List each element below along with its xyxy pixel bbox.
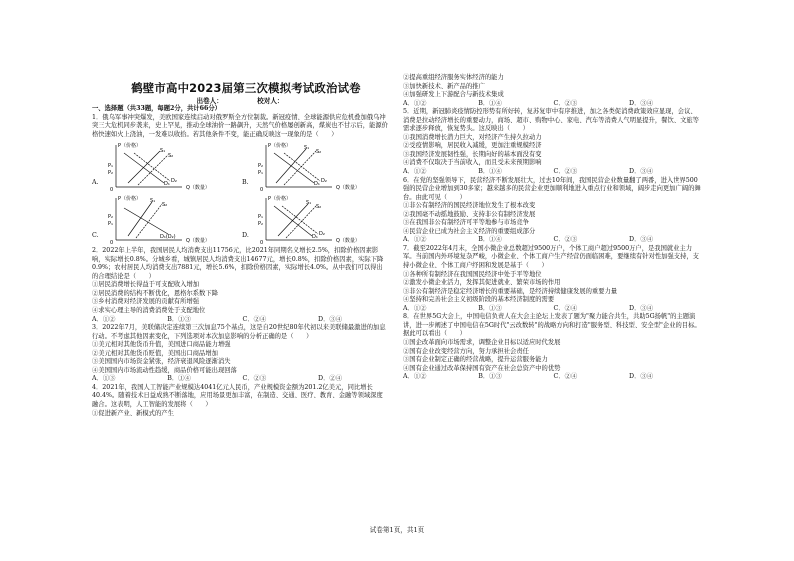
question-2-stem: 2．2022年上半年，我国居民人均消费支出11756元，比2021年同期名义增长2.5%，扣除价格因素影响，实际增长0.8%。分城乡看，城镇居民人均消费支出14677元，增长0.8%，扣除价格因素，实际下降0.9%；农村居民人均消费支出7881元，增长5.6%，扣除价格因素，实际增长4.0%。从中我们可以得出的合理结论是（ ） bbox=[92, 247, 384, 280]
q4-option-c: C．②③ bbox=[553, 99, 578, 107]
q7-option-d: D．③④ bbox=[629, 304, 653, 312]
q7-item-2: ②激发小微企业活力，发挥其促进就业、繁荣市场的作用 bbox=[403, 279, 561, 287]
q3-option-b: B．①④ bbox=[167, 375, 191, 383]
q6-item-3: ③在我国非公有制经济可平等地参与市场竞争 bbox=[403, 219, 529, 227]
figure-d-s1: S₁ bbox=[306, 200, 312, 207]
figure-c-d: D₁(D₂) bbox=[160, 234, 176, 241]
page-footer: 试卷第1页，共1页 bbox=[369, 526, 425, 534]
page-title: 鹤壁市高中2023届第三次模拟考试政治试卷 bbox=[131, 81, 361, 95]
question-8-stem: 8．在世界5G大会上，中国电信负责人在大会主论坛上发表了题为"聚力能合共生，共助5G扬帆"的主题演讲，进一步阐述了中国电信在5G时代"云改数转"的战略方向和打造"服务型、科技型、安全型"企业的目标。据此可以看出（ ） bbox=[403, 313, 701, 338]
q4-option-b: B．①④ bbox=[478, 99, 502, 107]
figure-b-d1: D₁ bbox=[314, 181, 320, 188]
q5-item-3: ③我国经济发展韧性强，长期向好的基本面没有变 bbox=[403, 150, 542, 158]
figure-c-s1: S₁ bbox=[150, 198, 156, 205]
question-1-stem: 1．俄乌军事冲突爆发，美欧国家连续启动对俄罗斯全方位制裁。新冠疫情、全球能源供应危机叠加俄乌冲突三大危机同步袭来，史上罕见，推动全球油价一路飙升，天然气价格屡创新高，煤炭也不甘示后，能源价格快速如火上浇油，一发难以收拾。若其他条件不变，能正确反映这一现象的是（ ） bbox=[92, 113, 388, 138]
q2-option-b: B．①③ bbox=[167, 315, 191, 323]
figure-c-origin: 0 bbox=[110, 240, 114, 247]
q6-item-1: ①非公有制经济的国民经济地位发生了根本改变 bbox=[403, 202, 536, 210]
figure-a-q-axis: Q（数量） bbox=[186, 185, 210, 192]
figure-b-p-axis: P（价格） bbox=[268, 143, 292, 150]
figure-b-q-axis: Q（数量） bbox=[336, 185, 360, 192]
q3-item-4: ④美国国内市场流动性趋缓，商品价格可能出现回落 bbox=[92, 366, 237, 374]
figure-c-label: C. bbox=[92, 232, 99, 240]
question-4-stem: 4．2021年，我国人工智能产业规模达4041亿元人民币，产业规模资金额为201.2亿美元，同比增长40.4%。随着技术日益成熟不断落地，应用场景更加丰富，在制造、交通、医疗、教育、金融等领域深度融合。这表明，人工智能的发展将（ ） bbox=[92, 383, 383, 409]
q2-option-a: A．①② bbox=[92, 315, 116, 323]
figure-d-d2: D₂ bbox=[319, 231, 325, 238]
figure-c-tick-2: P₁ bbox=[108, 221, 114, 228]
q7-item-4: ④坚持和完善社会主义初级阶段的基本经济制度的需要 bbox=[403, 296, 555, 304]
q3-option-d: D．②④ bbox=[318, 375, 342, 383]
figure-d-s2: S₂ bbox=[316, 204, 322, 211]
left-column bbox=[92, 105, 388, 418]
q6-options bbox=[403, 236, 653, 245]
figure-a-d1: D₁ bbox=[164, 181, 170, 188]
q2-option-d: D．③④ bbox=[318, 315, 342, 323]
q6-option-c: C．②③ bbox=[553, 236, 578, 244]
q8-item-4: ④国有企业通过改革保持国有资产在社会总资产中的优势 bbox=[403, 364, 561, 372]
figure-d-tick-2: P₂ bbox=[258, 221, 264, 228]
q5-options bbox=[403, 168, 653, 177]
q8-item-2: ②国有企业改变经营方向，努力承担社会责任 bbox=[403, 347, 529, 355]
question-1-figures-top bbox=[92, 141, 388, 194]
figure-d-tick-1: P₁ bbox=[258, 214, 264, 221]
author-line bbox=[92, 95, 388, 105]
q5-item-2: ②受疫情影响，居民收入减缓，更加注重规模经济 bbox=[403, 142, 542, 150]
q2-options bbox=[92, 316, 342, 325]
q8-option-c: C．②④ bbox=[553, 373, 578, 381]
q8-option-a: A．①② bbox=[403, 373, 427, 381]
q3-item-3: ③美国国内市场资金紧张，经济衰退风险逐渐消失 bbox=[92, 358, 231, 366]
figure-b-label: B. bbox=[242, 179, 249, 187]
q3-option-a: A．①③ bbox=[92, 375, 116, 383]
q5-option-d: D．③④ bbox=[629, 168, 653, 176]
q7-option-c: C．②④ bbox=[553, 304, 578, 312]
q6-item-2: ②我国毫不动摇地鼓励、支持非公有制经济发展 bbox=[403, 210, 536, 218]
question-5-stem: 5．近期，新冠肺炎疫情防控形势有所好转，复苏复审中有序推进，加之各类促消费政策效应显现，会议、消费是拉动经济增长的重要动力，商场、超市、购物中心、家电、汽车等消费人气明显提升，餐饮、文旅等需求逐步释放，恢复势头。这反映出（ ） bbox=[403, 108, 699, 133]
figure-a-s1: S₁ bbox=[160, 148, 166, 155]
figure-b-graph bbox=[254, 141, 374, 194]
q4-option-a: A．①② bbox=[403, 99, 427, 107]
figure-a-tick-2: P₂ bbox=[108, 170, 114, 177]
q4-item-4: ④加强研发上下游配合与新技术集成 bbox=[403, 91, 504, 99]
figure-c-p-axis: P（价格） bbox=[118, 196, 142, 203]
figure-a-graph bbox=[104, 141, 224, 194]
q7-option-b: B．①③ bbox=[478, 304, 502, 312]
figure-c-q-axis: Q（数量） bbox=[186, 238, 210, 245]
q8-item-3: ③国有企业制定正确的经营战略，提升运营服务能力 bbox=[403, 356, 548, 364]
q4-options bbox=[403, 100, 653, 109]
q5-option-b: B．①④ bbox=[478, 168, 502, 176]
right-column bbox=[403, 74, 701, 382]
section-heading: 一、选择题（共33题，每题2分，共计66分） bbox=[92, 105, 221, 112]
q3-item-2: ②美元相对其他货币贬值，美国出口商品增加 bbox=[92, 349, 218, 357]
figure-d-label: D. bbox=[242, 232, 249, 240]
figure-d-p-axis: P（价格） bbox=[268, 196, 292, 203]
question-1-figures-bottom bbox=[92, 194, 388, 247]
q5-item-1: ①我国消费增长潜力巨大，对经济产生持久拉动力 bbox=[403, 133, 542, 141]
question-3-stem: 3．2022年7月，美联储决定连续第三次加息75个基点，这是自20世纪80年代初以来美联储最激进的加息行动。不考虑其他因素变化，下列选项对本次加息影响的分析正确的是（ ） bbox=[92, 324, 386, 340]
figure-a-s2: S₂ bbox=[168, 153, 174, 160]
q2-item-1: ①居民消费增长得益于可支配收入增加 bbox=[92, 281, 200, 289]
figure-d-q-axis: Q（数量） bbox=[336, 238, 360, 245]
creator-label: 出卷人： bbox=[196, 97, 223, 105]
figure-b-tick-1: P₂ bbox=[258, 163, 264, 170]
figure-d-d1: D₁ bbox=[312, 234, 318, 241]
figure-b-origin: 0 bbox=[260, 187, 264, 194]
figure-c-s2: S₂ bbox=[162, 202, 168, 209]
figure-b-s2: S₂ bbox=[316, 149, 322, 156]
q6-item-4: ④民营企业已成为社会主义经济的重要组成部分 bbox=[403, 227, 536, 235]
q8-options bbox=[403, 373, 653, 382]
figure-b-s1: S₁ bbox=[304, 145, 310, 152]
q7-item-1: ①各种所有制经济在我国国民经济中处于平等地位 bbox=[403, 270, 542, 278]
q4-item-2: ②提高重组经济服务实体经济的能力 bbox=[403, 74, 504, 81]
q5-item-4: ④消费不仅取决于当前收入，而且受未来预期影响 bbox=[403, 159, 542, 167]
question-6-stem: 6．在党的坚强领导下，民营经济不断发展壮大，过去10年间，我国民营企业数量翻了两番，进入世界500强的民营企业增加到30多家；越来越多的民营企业更加顺利地进入重点行业和领域，阔步走向更加广阔的舞台。由此可见（ ） bbox=[403, 176, 701, 201]
figure-d-graph bbox=[254, 194, 374, 247]
q3-option-c: C．②③ bbox=[242, 375, 267, 383]
figure-a-p-axis: P（价格） bbox=[118, 143, 142, 150]
q4-item-1: ①促进新产业、新模式的产生 bbox=[92, 409, 174, 417]
q2-item-4: ④求实心理主导的消费消费处于支配地位 bbox=[92, 307, 206, 315]
figure-a-origin: 0 bbox=[110, 187, 114, 194]
q5-option-a: A．①② bbox=[403, 168, 427, 176]
question-7-stem: 7．截至2022年4月末，全国小微企业总数超过9500万户，个体工商户超过9500万户，是我国就业主力军。当前国内外环境复杂严峻，小微企业、个体工商户生产经营仍面临困难，要继续有针对性加强支持，支持小微企业、个体工商户纾困和发展是基于（ ） bbox=[403, 244, 699, 270]
q3-options bbox=[92, 375, 342, 384]
q2-item-2: ②居民消费的结构不断优化，恩格尔系数下降 bbox=[92, 289, 218, 297]
q8-option-d: D．③④ bbox=[629, 373, 653, 381]
figure-a-tick-1: P₁ bbox=[108, 163, 114, 170]
figure-b-tick-2: P₁ bbox=[258, 170, 264, 177]
q6-option-b: B．①④ bbox=[478, 236, 502, 244]
proofreader-label: 校对人： bbox=[257, 97, 284, 105]
q6-option-d: D．③④ bbox=[629, 236, 653, 244]
figure-a-label: A. bbox=[92, 179, 99, 187]
q3-item-1: ①美元相对其他货币升值，美国进口商品能力增强 bbox=[92, 341, 231, 349]
figure-c-tick-1: P₂ bbox=[108, 214, 114, 221]
q4-option-d: D．③④ bbox=[629, 99, 653, 107]
figure-d-origin: 0 bbox=[260, 240, 264, 247]
q8-option-b: B．①③ bbox=[478, 373, 502, 381]
figure-a-d2: D₂ bbox=[171, 178, 177, 185]
q4-item-3: ③加快新技术、新产品的推广 bbox=[403, 82, 485, 90]
figure-b-d2: D₂ bbox=[321, 178, 327, 185]
q8-item-1: ①国企改革面向市场需求，调整企业目标以适应时代发展 bbox=[403, 338, 561, 346]
q5-option-c: C．②③ bbox=[553, 168, 578, 176]
figure-c-graph bbox=[104, 194, 224, 247]
q6-option-a: A．①② bbox=[403, 236, 427, 244]
q2-option-c: C．②④ bbox=[242, 315, 267, 323]
q7-item-3: ③非公有制经济是稳定经济增长的重要基础，是经济持续健康发展的重要力量 bbox=[403, 287, 618, 295]
q2-item-3: ③乡村消费对经济发展的贡献有所增强 bbox=[92, 298, 200, 306]
q7-option-a: A．①② bbox=[403, 304, 427, 312]
